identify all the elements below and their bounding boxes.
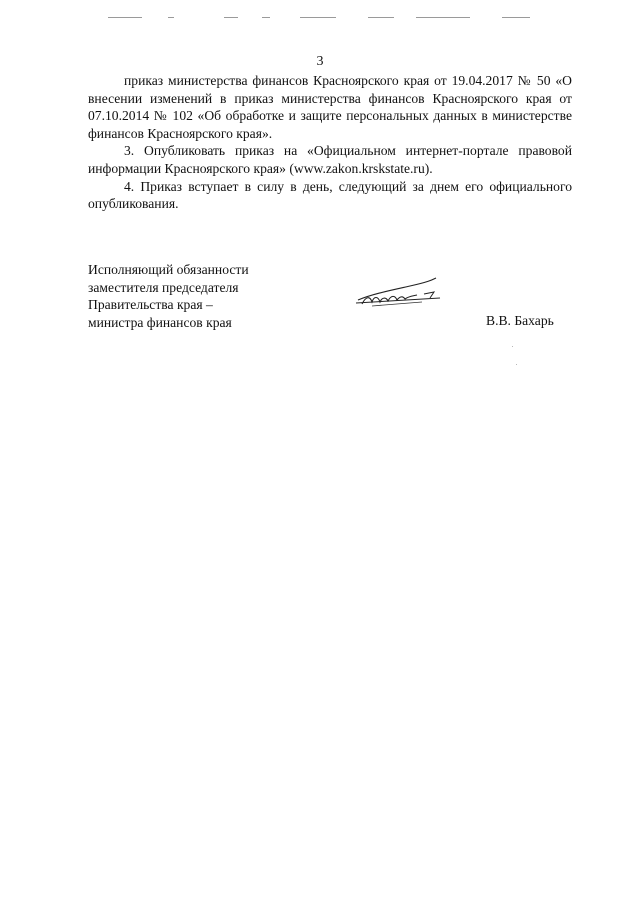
handwritten-signature [352,276,444,310]
scan-artifact-line [368,17,394,18]
paragraph-item-4: 4. Приказ вступает в силу в день, следующий за днем его официального опубликования. [88,178,572,212]
scan-artifact-line [262,17,270,18]
scan-artifact-line [416,17,470,18]
scan-artifact-line [502,17,530,18]
scan-artifact-line [168,17,174,18]
scan-artifact-line [108,17,142,18]
signatory-position-line: заместителя председателя [88,279,239,295]
signatory-position [88,261,249,331]
signatory-position-line: министра финансов края [88,314,232,330]
signer-name: В.В. Бахарь [486,313,554,328]
page-number: 3 [316,54,324,69]
signatory-position-line: Исполняющий обязанности [88,262,249,277]
scan-artifact-line [224,17,238,18]
scan-speck [516,364,517,365]
paragraph-item-3: 3. Опубликовать приказ на «Официальном интернет-портале правовой информации Красноярского края» (www.zakon.krskstate.ru). [88,143,572,176]
scan-artifact-line [300,17,336,18]
document-body [88,72,572,213]
paragraph-continuation: приказ министерства финансов Красноярского края от 19.04.2017 № 50 «О внесении изменений в приказ министерства финансов Красноярского края от 07.10.2014 № 102 «Об обработке и защите персональных данных в министерстве финансов Красноярского края». [88,73,572,141]
signatory-position-line: Правительства края – [88,297,213,313]
scan-speck [512,346,513,347]
